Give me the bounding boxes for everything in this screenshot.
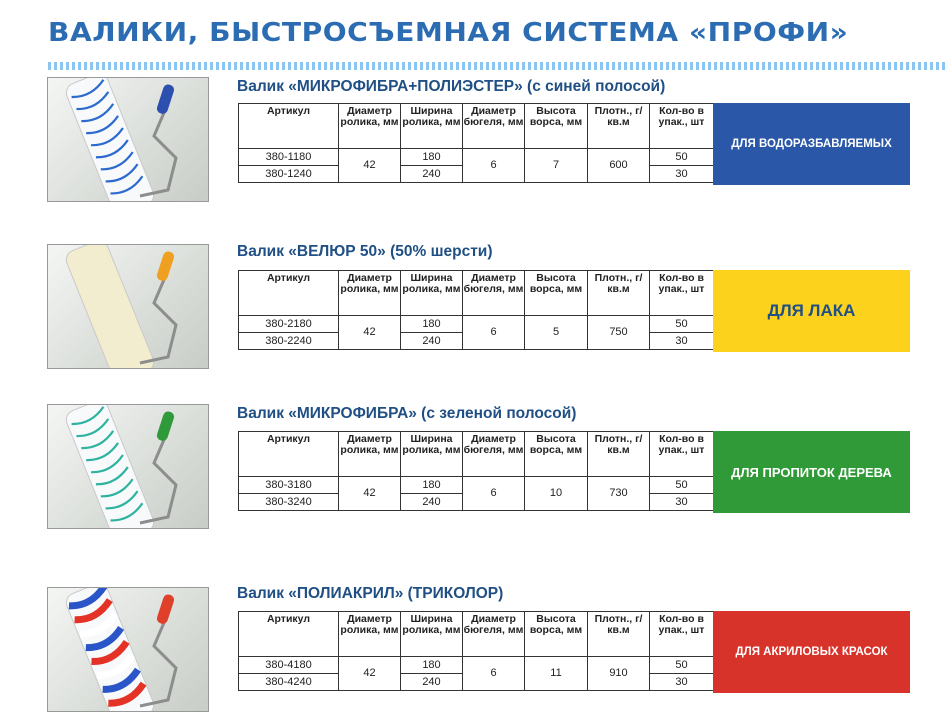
bracket-cell: 6 [463, 149, 525, 183]
table-row [239, 477, 714, 494]
width-cell: 240 [401, 333, 463, 350]
qty-cell: 30 [650, 333, 714, 350]
paint-roller-blue-stripe-icon [48, 188, 208, 202]
col-diameter: Диаметр ролика, мм [339, 612, 401, 657]
title-rule [48, 62, 947, 70]
product-name: Валик «ВЕЛЮР 50» (50% шерсти) [237, 243, 493, 260]
qty-cell: 30 [650, 494, 714, 511]
col-qty: Кол-во в упак., шт [650, 612, 714, 657]
table-header-row [239, 271, 714, 316]
paint-roller-green-stripe-icon [48, 515, 208, 529]
col-qty: Кол-во в упак., шт [650, 104, 714, 149]
pile-cell: 10 [525, 477, 588, 511]
col-width: Ширина ролика, мм [401, 104, 463, 149]
article-cell: 380-1240 [239, 166, 339, 183]
col-bracket: Диаметр бюгеля, мм [463, 432, 525, 477]
bracket-cell: 6 [463, 477, 525, 511]
col-width: Ширина ролика, мм [401, 271, 463, 316]
pile-cell: 7 [525, 149, 588, 183]
article-cell: 380-3240 [239, 494, 339, 511]
qty-cell: 50 [650, 657, 714, 674]
col-diameter: Диаметр ролика, мм [339, 432, 401, 477]
bracket-cell: 6 [463, 316, 525, 350]
product-photo [47, 587, 209, 712]
specs-table [238, 611, 714, 691]
density-cell: 750 [588, 316, 650, 350]
width-cell: 240 [401, 166, 463, 183]
paint-roller-tricolor-icon [48, 698, 208, 712]
col-width: Ширина ролика, мм [401, 612, 463, 657]
qty-cell: 50 [650, 477, 714, 494]
width-cell: 180 [401, 316, 463, 333]
col-bracket: Диаметр бюгеля, мм [463, 612, 525, 657]
table-row [239, 657, 714, 674]
article-cell: 380-4180 [239, 657, 339, 674]
paint-roller-velour-icon [48, 355, 208, 369]
table-header-row [239, 432, 714, 477]
table-header-row [239, 612, 714, 657]
article-cell: 380-2180 [239, 316, 339, 333]
product-photo [47, 404, 209, 529]
col-width: Ширина ролика, мм [401, 432, 463, 477]
specs-table [238, 270, 714, 350]
pile-cell: 5 [525, 316, 588, 350]
article-cell: 380-1180 [239, 149, 339, 166]
product-name: Валик «МИКРОФИБРА» (с зеленой полосой) [237, 405, 577, 422]
qty-cell: 30 [650, 166, 714, 183]
diameter-cell: 42 [339, 477, 401, 511]
col-article: Артикул [239, 271, 339, 316]
page-title: ВАЛИКИ, БЫСТРОСЪЕМНАЯ СИСТЕМА «ПРОФИ» [48, 18, 849, 48]
col-density: Плотн., г/кв.м [588, 612, 650, 657]
qty-cell: 50 [650, 149, 714, 166]
col-bracket: Диаметр бюгеля, мм [463, 104, 525, 149]
bracket-cell: 6 [463, 657, 525, 691]
pile-cell: 11 [525, 657, 588, 691]
width-cell: 180 [401, 477, 463, 494]
table-row [239, 149, 714, 166]
purpose-badge: ДЛЯ ПРОПИТОК ДЕРЕВА [713, 431, 910, 513]
density-cell: 730 [588, 477, 650, 511]
product-photo [47, 77, 209, 202]
col-pile: Высота ворса, мм [525, 612, 588, 657]
article-cell: 380-4240 [239, 674, 339, 691]
col-pile: Высота ворса, мм [525, 104, 588, 149]
purpose-badge: ДЛЯ ЛАКА [713, 270, 910, 352]
width-cell: 180 [401, 149, 463, 166]
diameter-cell: 42 [339, 149, 401, 183]
article-cell: 380-3180 [239, 477, 339, 494]
product-photo [47, 244, 209, 369]
purpose-badge: ДЛЯ АКРИЛОВЫХ КРАСОК [713, 611, 910, 693]
diameter-cell: 42 [339, 316, 401, 350]
density-cell: 910 [588, 657, 650, 691]
col-pile: Высота ворса, мм [525, 271, 588, 316]
col-density: Плотн., г/кв.м [588, 432, 650, 477]
col-article: Артикул [239, 432, 339, 477]
table-header-row [239, 104, 714, 149]
col-article: Артикул [239, 104, 339, 149]
density-cell: 600 [588, 149, 650, 183]
article-cell: 380-2240 [239, 333, 339, 350]
specs-table [238, 431, 714, 511]
col-diameter: Диаметр ролика, мм [339, 271, 401, 316]
col-qty: Кол-во в упак., шт [650, 432, 714, 477]
col-pile: Высота ворса, мм [525, 432, 588, 477]
col-qty: Кол-во в упак., шт [650, 271, 714, 316]
purpose-badge: ДЛЯ ВОДОРАЗБАВЛЯЕМЫХ [713, 103, 910, 185]
specs-table [238, 103, 714, 183]
col-bracket: Диаметр бюгеля, мм [463, 271, 525, 316]
col-density: Плотн., г/кв.м [588, 104, 650, 149]
product-name: Валик «МИКРОФИБРА+ПОЛИЭСТЕР» (с синей полосой) [237, 78, 666, 95]
col-diameter: Диаметр ролика, мм [339, 104, 401, 149]
qty-cell: 30 [650, 674, 714, 691]
col-article: Артикул [239, 612, 339, 657]
col-density: Плотн., г/кв.м [588, 271, 650, 316]
qty-cell: 50 [650, 316, 714, 333]
width-cell: 180 [401, 657, 463, 674]
diameter-cell: 42 [339, 657, 401, 691]
product-name: Валик «ПОЛИАКРИЛ» (ТРИКОЛОР) [237, 585, 504, 602]
width-cell: 240 [401, 494, 463, 511]
table-row [239, 316, 714, 333]
width-cell: 240 [401, 674, 463, 691]
